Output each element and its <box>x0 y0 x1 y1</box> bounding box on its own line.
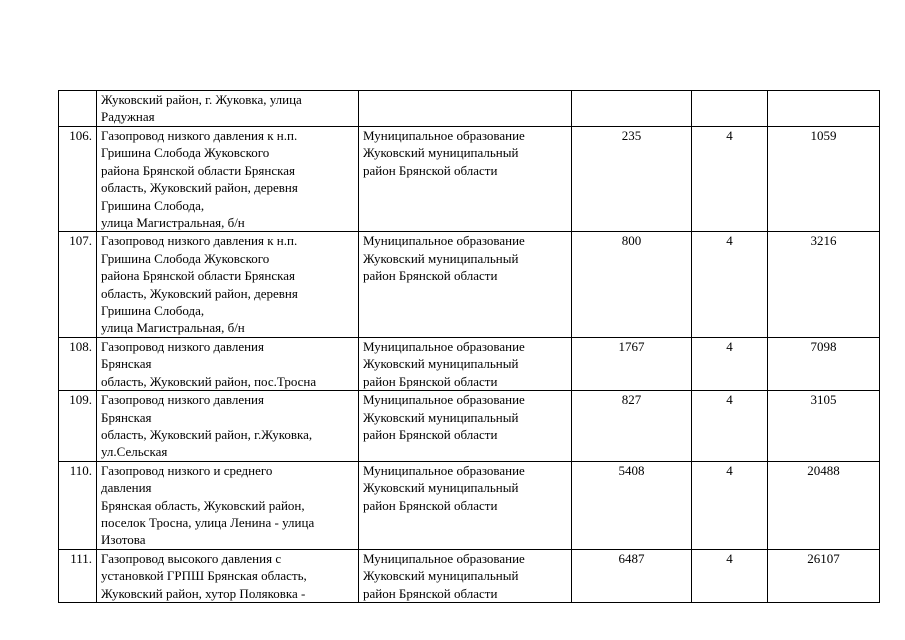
table-row <box>59 127 880 232</box>
amount-value: 3105 <box>768 391 880 462</box>
row-number: 108. <box>59 337 97 390</box>
pressure-value: 4 <box>692 232 768 337</box>
table-row <box>59 232 880 337</box>
table-row <box>59 461 880 549</box>
registry-table <box>58 90 880 603</box>
object-name: Газопровод низкого давления Брянская область, Жуковский район, пос.Тросна <box>97 337 359 390</box>
length-value: 6487 <box>572 549 692 602</box>
owner-name: Муниципальное образование Жуковский муниципальный район Брянской области <box>359 391 572 462</box>
length-value: 5408 <box>572 461 692 549</box>
object-name: Жуковский район, г. Жуковка, улица Радужная <box>97 91 359 127</box>
object-name: Газопровод низкого и среднего давления Брянская область, Жуковский район, поселок Тросна, улица Ленина - улица Изотова <box>97 461 359 549</box>
length-value: 1767 <box>572 337 692 390</box>
amount-value: 26107 <box>768 549 880 602</box>
length-value: 235 <box>572 127 692 232</box>
row-number: 107. <box>59 232 97 337</box>
pressure-value: 4 <box>692 461 768 549</box>
amount-value <box>768 91 880 127</box>
row-number: 111. <box>59 549 97 602</box>
owner-name: Муниципальное образование Жуковский муниципальный район Брянской области <box>359 337 572 390</box>
object-name: Газопровод низкого давления Брянская область, Жуковский район, г.Жуковка, ул.Сельская <box>97 391 359 462</box>
amount-value: 7098 <box>768 337 880 390</box>
table-row <box>59 337 880 390</box>
object-name: Газопровод высокого давления с установкой ГРПШ Брянская область, Жуковский район, хутор Поляковка - <box>97 549 359 602</box>
owner-name <box>359 91 572 127</box>
pressure-value: 4 <box>692 337 768 390</box>
owner-name: Муниципальное образование Жуковский муниципальный район Брянской области <box>359 127 572 232</box>
owner-name: Муниципальное образование Жуковский муниципальный район Брянской области <box>359 549 572 602</box>
table-row <box>59 549 880 602</box>
table-row <box>59 391 880 462</box>
amount-value: 1059 <box>768 127 880 232</box>
object-name: Газопровод низкого давления к н.п. Гришина Слобода Жуковского района Брянской области Брянская область, Жуковский район, деревня Гришина Слобода, улица Магистральная, б/н <box>97 232 359 337</box>
row-number: 109. <box>59 391 97 462</box>
row-number: 110. <box>59 461 97 549</box>
amount-value: 20488 <box>768 461 880 549</box>
length-value <box>572 91 692 127</box>
pressure-value <box>692 91 768 127</box>
pressure-value: 4 <box>692 549 768 602</box>
length-value: 800 <box>572 232 692 337</box>
table-row <box>59 91 880 127</box>
row-number: 106. <box>59 127 97 232</box>
owner-name: Муниципальное образование Жуковский муниципальный район Брянской области <box>359 232 572 337</box>
object-name: Газопровод низкого давления к н.п. Гришина Слобода Жуковского района Брянской области Брянская область, Жуковский район, деревня Гришина Слобода, улица Магистральная, б/н <box>97 127 359 232</box>
length-value: 827 <box>572 391 692 462</box>
amount-value: 3216 <box>768 232 880 337</box>
row-number <box>59 91 97 127</box>
pressure-value: 4 <box>692 127 768 232</box>
owner-name: Муниципальное образование Жуковский муниципальный район Брянской области <box>359 461 572 549</box>
pressure-value: 4 <box>692 391 768 462</box>
